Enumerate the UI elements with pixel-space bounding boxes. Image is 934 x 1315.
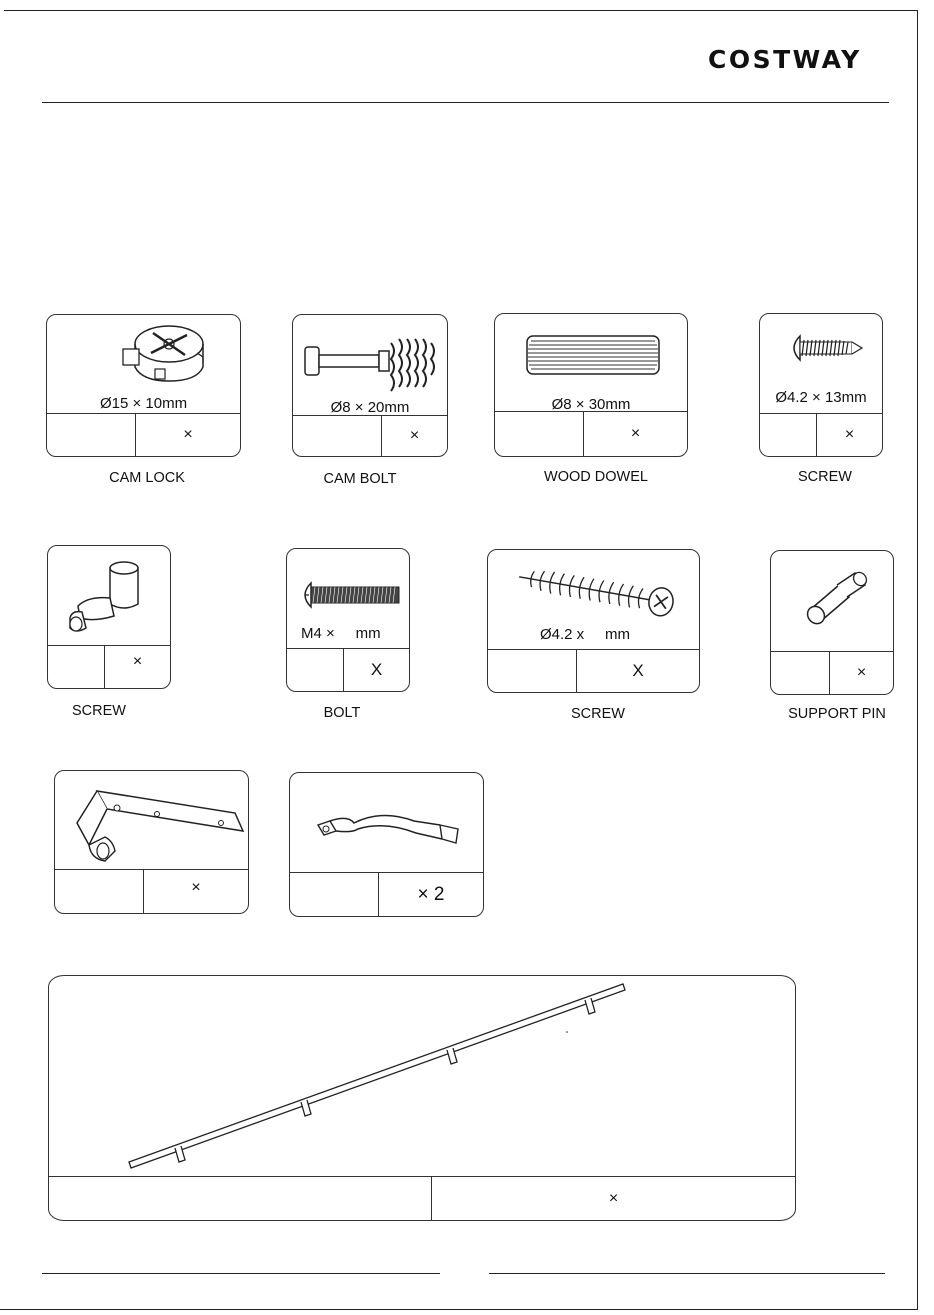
support-pin-icon <box>771 551 893 651</box>
part-quantity: × <box>191 878 201 896</box>
part-size: Ø4.2 x mm <box>540 626 631 643</box>
part-quantity: × <box>183 426 193 443</box>
part-code-cell <box>293 416 382 456</box>
brand-logo: COSTWAY <box>708 45 862 74</box>
page-bottom-rule <box>0 1309 918 1310</box>
part-quantity: × <box>844 426 855 443</box>
part-quantity: × <box>608 1189 619 1207</box>
part-caption: CAM LOCK <box>109 470 185 486</box>
header-divider <box>42 102 889 103</box>
part-code-cell <box>48 646 105 688</box>
part-card-screw-13 <box>759 313 883 457</box>
part-caption: SCREW <box>72 703 126 719</box>
part-code-cell <box>47 414 136 456</box>
part-size: Ø15 × 10mm <box>99 395 188 412</box>
part-code-cell <box>290 873 379 916</box>
footer-rule-right <box>489 1273 885 1274</box>
long-screw-icon <box>488 550 699 626</box>
part-caption: CAM BOLT <box>323 471 397 487</box>
part-card-cam-bolt <box>292 314 448 457</box>
part-card-cam-lock <box>46 314 241 457</box>
part-caption: SUPPORT PIN <box>788 706 886 722</box>
part-quantity: × <box>630 425 641 442</box>
cam-bolt-icon <box>293 315 447 399</box>
bolt-icon <box>287 549 409 619</box>
part-caption: WOOD DOWEL <box>544 469 648 485</box>
part-size: Ø8 × 30mm <box>551 396 631 413</box>
rail-icon <box>49 976 796 1176</box>
part-size: M4 × mm <box>301 625 381 642</box>
screw-icon <box>760 314 882 384</box>
part-card-screw-shelf <box>47 545 171 689</box>
part-quantity: × <box>409 427 420 444</box>
part-code-cell <box>287 649 344 691</box>
wood-dowel-icon <box>495 314 687 398</box>
part-card-handle <box>289 772 484 917</box>
part-code-cell <box>55 870 144 913</box>
part-card-wood-dowel <box>494 313 688 457</box>
footer-rule-left <box>42 1273 440 1274</box>
part-card-bracket <box>54 770 249 914</box>
handle-icon <box>290 773 483 873</box>
part-code-cell <box>488 650 577 692</box>
part-quantity: X <box>632 661 644 680</box>
part-card-rail <box>48 975 796 1221</box>
shelf-screw-icon <box>48 546 170 646</box>
part-caption: SCREW <box>571 706 625 722</box>
part-card-bolt-m4 <box>286 548 410 692</box>
part-caption: SCREW <box>798 469 852 485</box>
part-quantity: × <box>856 664 867 681</box>
part-code-cell <box>760 414 817 456</box>
part-code-cell <box>495 412 584 456</box>
part-code-cell <box>771 652 830 694</box>
part-size: Ø8 × 20mm <box>330 399 410 416</box>
part-card-screw-long <box>487 549 700 693</box>
part-caption: BOLT <box>323 705 361 721</box>
part-quantity: × <box>132 653 143 670</box>
part-size: Ø4.2 × 13mm <box>775 389 867 406</box>
part-card-support-pin <box>770 550 894 695</box>
bracket-icon <box>55 771 248 871</box>
cam-lock-icon <box>47 315 240 399</box>
part-quantity: X <box>370 660 383 679</box>
part-code-cell <box>49 1177 432 1220</box>
part-quantity: × 2 <box>417 883 445 905</box>
